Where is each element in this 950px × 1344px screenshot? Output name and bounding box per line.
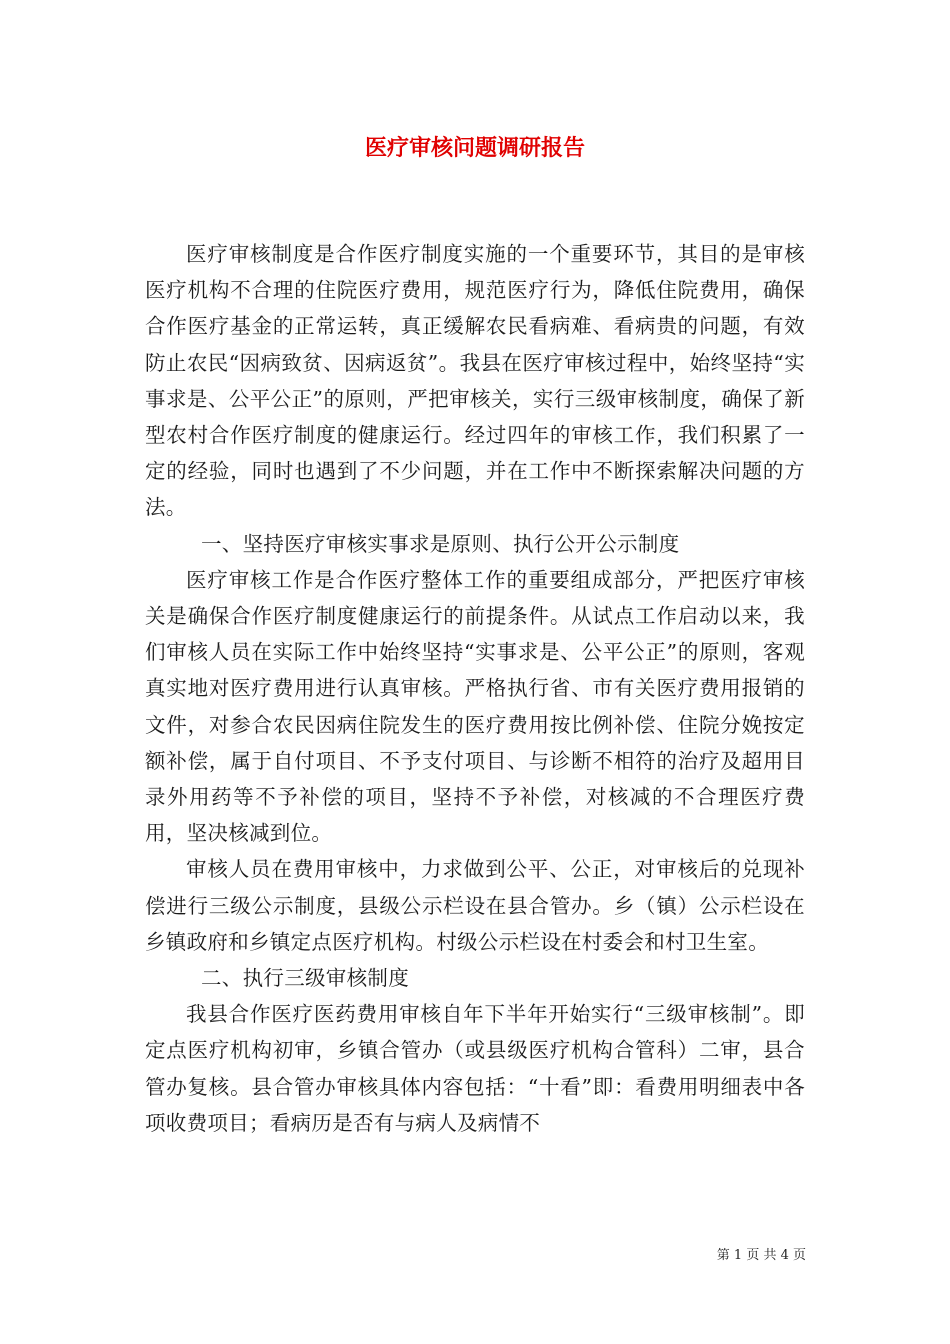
section-heading-1: 一、坚持医疗审核实事求是原则、执行公开公示制度	[201, 531, 680, 556]
document-title: 医疗审核问题调研报告	[364, 136, 585, 161]
section-1-paragraph-2: 审核人员在费用审核中，力求做到公平、公正，对审核后的兑现补偿进行三级公示制度，县级公示栏设在县合管办。乡（镇）公示栏设在乡镇政府和乡镇定点医疗机构。村级公示栏设在村委会和村卫生室。	[145, 857, 805, 954]
section-1-paragraph-1: 医疗审核工作是合作医疗整体工作的重要组成部分，严把医疗审核关是确保合作医疗制度健康运行的前提条件。从试点工作启动以来，我们审核人员在实际工作中始终坚持“实事求是、公平公正”的原则，客观真实地对医疗费用进行认真审核。严格执行省、市有关医疗费用报销的文件，对参合农民因病住院发生的医疗费用按比例补偿、住院分娩按定额补偿，属于自付项目、不予支付项目、与诊断不相符的治疗及超用目录外用药等不予补偿的项目，坚持不予补偿，对核减的不合理医疗费用，坚决核减到位。	[145, 567, 805, 846]
page-number: 第 1 页 共 4 页	[716, 1248, 806, 1263]
document-body	[145, 236, 805, 1141]
intro-paragraph: 医疗审核制度是合作医疗制度实施的一个重要环节，其目的是审核医疗机构不合理的住院医疗费用，规范医疗行为，降低住院费用，确保合作医疗基金的正常运转，真正缓解农民看病难、看病贵的问题，有效防止农民“因病致贫、因病返贫”。我县在医疗审核过程中，始终坚持“实事求是、公平公正”的原则，严把审核关，实行三级审核制度，确保了新型农村合作医疗制度的健康运行。经过四年的审核工作，我们积累了一定的经验，同时也遇到了不少问题，并在工作中不断探索解决问题的方法。	[145, 242, 805, 520]
section-2-paragraph-1: 我县合作医疗医药费用审核自年下半年开始实行“三级审核制”。即定点医疗机构初审，乡镇合管办（或县级医疗机构合管科）二审，县合管办复核。县合管办审核具体内容包括：“十看”即：看费用明细表中各项收费项目；看病历是否有与病人及病情不	[145, 1002, 805, 1135]
section-heading-2: 二、执行三级审核制度	[201, 966, 409, 991]
